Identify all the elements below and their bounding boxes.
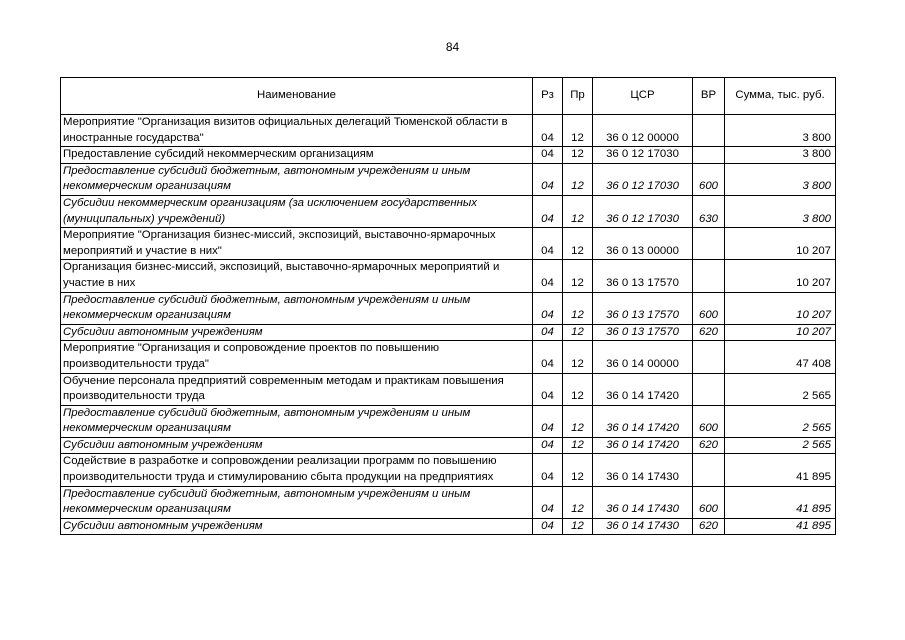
cell-csr: 36 0 13 17570 xyxy=(593,324,693,341)
cell-rz: 04 xyxy=(533,437,563,454)
cell-pr: 12 xyxy=(563,486,593,518)
cell-sum: 2 565 xyxy=(725,405,836,437)
cell-pr: 12 xyxy=(563,115,593,147)
cell-name: Субсидии автономным учреждениям xyxy=(61,437,533,454)
cell-csr: 36 0 14 17420 xyxy=(593,405,693,437)
cell-rz: 04 xyxy=(533,341,563,373)
cell-vr: 600 xyxy=(693,292,725,324)
cell-vr: 600 xyxy=(693,405,725,437)
table-row xyxy=(61,454,836,486)
cell-pr: 12 xyxy=(563,260,593,292)
cell-sum: 10 207 xyxy=(725,324,836,341)
table-row xyxy=(61,115,836,147)
cell-name: Предоставление субсидий бюджетным, автономным учреждениям и иным некоммерческим организациям xyxy=(61,163,533,195)
cell-pr: 12 xyxy=(563,163,593,195)
cell-vr: 630 xyxy=(693,195,725,227)
cell-vr xyxy=(693,341,725,373)
cell-vr xyxy=(693,147,725,164)
table-row xyxy=(61,373,836,405)
cell-name: Предоставление субсидий бюджетным, автономным учреждениям и иным некоммерческим организациям xyxy=(61,292,533,324)
cell-csr: 36 0 14 17430 xyxy=(593,518,693,535)
table-row xyxy=(61,324,836,341)
cell-name: Обучение персонала предприятий современным методам и практикам повышения производительности труда xyxy=(61,373,533,405)
table-row xyxy=(61,405,836,437)
cell-csr: 36 0 13 17570 xyxy=(593,260,693,292)
cell-name: Мероприятие "Организация и сопровождение проектов по повышению производительности труда" xyxy=(61,341,533,373)
cell-rz: 04 xyxy=(533,292,563,324)
cell-name: Субсидии автономным учреждениям xyxy=(61,324,533,341)
page-number: 84 xyxy=(445,40,460,54)
cell-pr: 12 xyxy=(563,437,593,454)
cell-vr: 620 xyxy=(693,437,725,454)
cell-name: Содействие в разработке и сопровождении реализации программ по повышению производительности труда и стимулированию сбыта продукции на предприятиях xyxy=(61,454,533,486)
table-row xyxy=(61,486,836,518)
cell-csr: 36 0 12 17030 xyxy=(593,195,693,227)
cell-csr: 36 0 12 17030 xyxy=(593,163,693,195)
cell-csr: 36 0 14 17430 xyxy=(593,454,693,486)
table-row xyxy=(61,228,836,260)
cell-rz: 04 xyxy=(533,324,563,341)
cell-sum: 10 207 xyxy=(725,260,836,292)
cell-pr: 12 xyxy=(563,373,593,405)
cell-pr: 12 xyxy=(563,292,593,324)
cell-csr: 36 0 14 17420 xyxy=(593,373,693,405)
header-vr: ВР xyxy=(693,78,725,115)
cell-csr: 36 0 13 17570 xyxy=(593,292,693,324)
cell-csr: 36 0 14 17420 xyxy=(593,437,693,454)
cell-rz: 04 xyxy=(533,260,563,292)
table-row xyxy=(61,292,836,324)
table-row xyxy=(61,341,836,373)
cell-rz: 04 xyxy=(533,405,563,437)
cell-pr: 12 xyxy=(563,195,593,227)
cell-rz: 04 xyxy=(533,454,563,486)
cell-sum: 10 207 xyxy=(725,292,836,324)
cell-name: Субсидии автономным учреждениям xyxy=(61,518,533,535)
cell-sum: 41 895 xyxy=(725,486,836,518)
cell-vr: 620 xyxy=(693,518,725,535)
cell-sum: 3 800 xyxy=(725,115,836,147)
table-row xyxy=(61,518,836,535)
cell-rz: 04 xyxy=(533,228,563,260)
table-row xyxy=(61,147,836,164)
cell-vr xyxy=(693,454,725,486)
cell-pr: 12 xyxy=(563,405,593,437)
header-rz: Рз xyxy=(533,78,563,115)
header-csr: ЦСР xyxy=(593,78,693,115)
cell-csr: 36 0 12 00000 xyxy=(593,115,693,147)
cell-pr: 12 xyxy=(563,324,593,341)
cell-vr xyxy=(693,115,725,147)
table-row xyxy=(61,195,836,227)
cell-rz: 04 xyxy=(533,195,563,227)
table-header-row xyxy=(61,78,836,115)
cell-rz: 04 xyxy=(533,373,563,405)
cell-vr xyxy=(693,373,725,405)
cell-sum: 10 207 xyxy=(725,228,836,260)
cell-sum: 3 800 xyxy=(725,163,836,195)
cell-rz: 04 xyxy=(533,147,563,164)
cell-vr xyxy=(693,260,725,292)
cell-pr: 12 xyxy=(563,454,593,486)
cell-name: Мероприятие "Организация бизнес-миссий, экспозиций, выставочно-ярмарочных мероприятий и участие в них" xyxy=(61,228,533,260)
cell-name: Предоставление субсидий некоммерческим организациям xyxy=(61,147,533,164)
cell-name: Предоставление субсидий бюджетным, автономным учреждениям и иным некоммерческим организациям xyxy=(61,486,533,518)
cell-rz: 04 xyxy=(533,163,563,195)
cell-sum: 2 565 xyxy=(725,373,836,405)
cell-sum: 3 800 xyxy=(725,147,836,164)
cell-rz: 04 xyxy=(533,518,563,535)
header-name: Наименование xyxy=(61,78,533,115)
table-row xyxy=(61,437,836,454)
cell-sum: 2 565 xyxy=(725,437,836,454)
cell-csr: 36 0 14 17430 xyxy=(593,486,693,518)
cell-name: Организация бизнес-миссий, экспозиций, выставочно-ярмарочных мероприятий и участие в них xyxy=(61,260,533,292)
cell-sum: 3 800 xyxy=(725,195,836,227)
header-pr: Пр xyxy=(563,78,593,115)
cell-name: Предоставление субсидий бюджетным, автономным учреждениям и иным некоммерческим организациям xyxy=(61,405,533,437)
table-row xyxy=(61,163,836,195)
cell-vr xyxy=(693,228,725,260)
cell-name: Субсидии некоммерческим организациям (за исключением государственных (муниципальных) учреждений) xyxy=(61,195,533,227)
cell-csr: 36 0 14 00000 xyxy=(593,341,693,373)
cell-pr: 12 xyxy=(563,147,593,164)
cell-csr: 36 0 13 00000 xyxy=(593,228,693,260)
budget-table xyxy=(60,77,836,535)
cell-pr: 12 xyxy=(563,228,593,260)
cell-rz: 04 xyxy=(533,115,563,147)
cell-csr: 36 0 12 17030 xyxy=(593,147,693,164)
cell-pr: 12 xyxy=(563,518,593,535)
table-row xyxy=(61,260,836,292)
cell-vr: 600 xyxy=(693,163,725,195)
cell-sum: 41 895 xyxy=(725,518,836,535)
cell-sum: 41 895 xyxy=(725,454,836,486)
cell-rz: 04 xyxy=(533,486,563,518)
cell-name: Мероприятие "Организация визитов официальных делегаций Тюменской области в иностранные государства" xyxy=(61,115,533,147)
cell-pr: 12 xyxy=(563,341,593,373)
cell-sum: 47 408 xyxy=(725,341,836,373)
cell-vr: 620 xyxy=(693,324,725,341)
table-body xyxy=(61,115,836,535)
cell-vr: 600 xyxy=(693,486,725,518)
header-sum: Сумма, тыс. руб. xyxy=(725,78,836,115)
